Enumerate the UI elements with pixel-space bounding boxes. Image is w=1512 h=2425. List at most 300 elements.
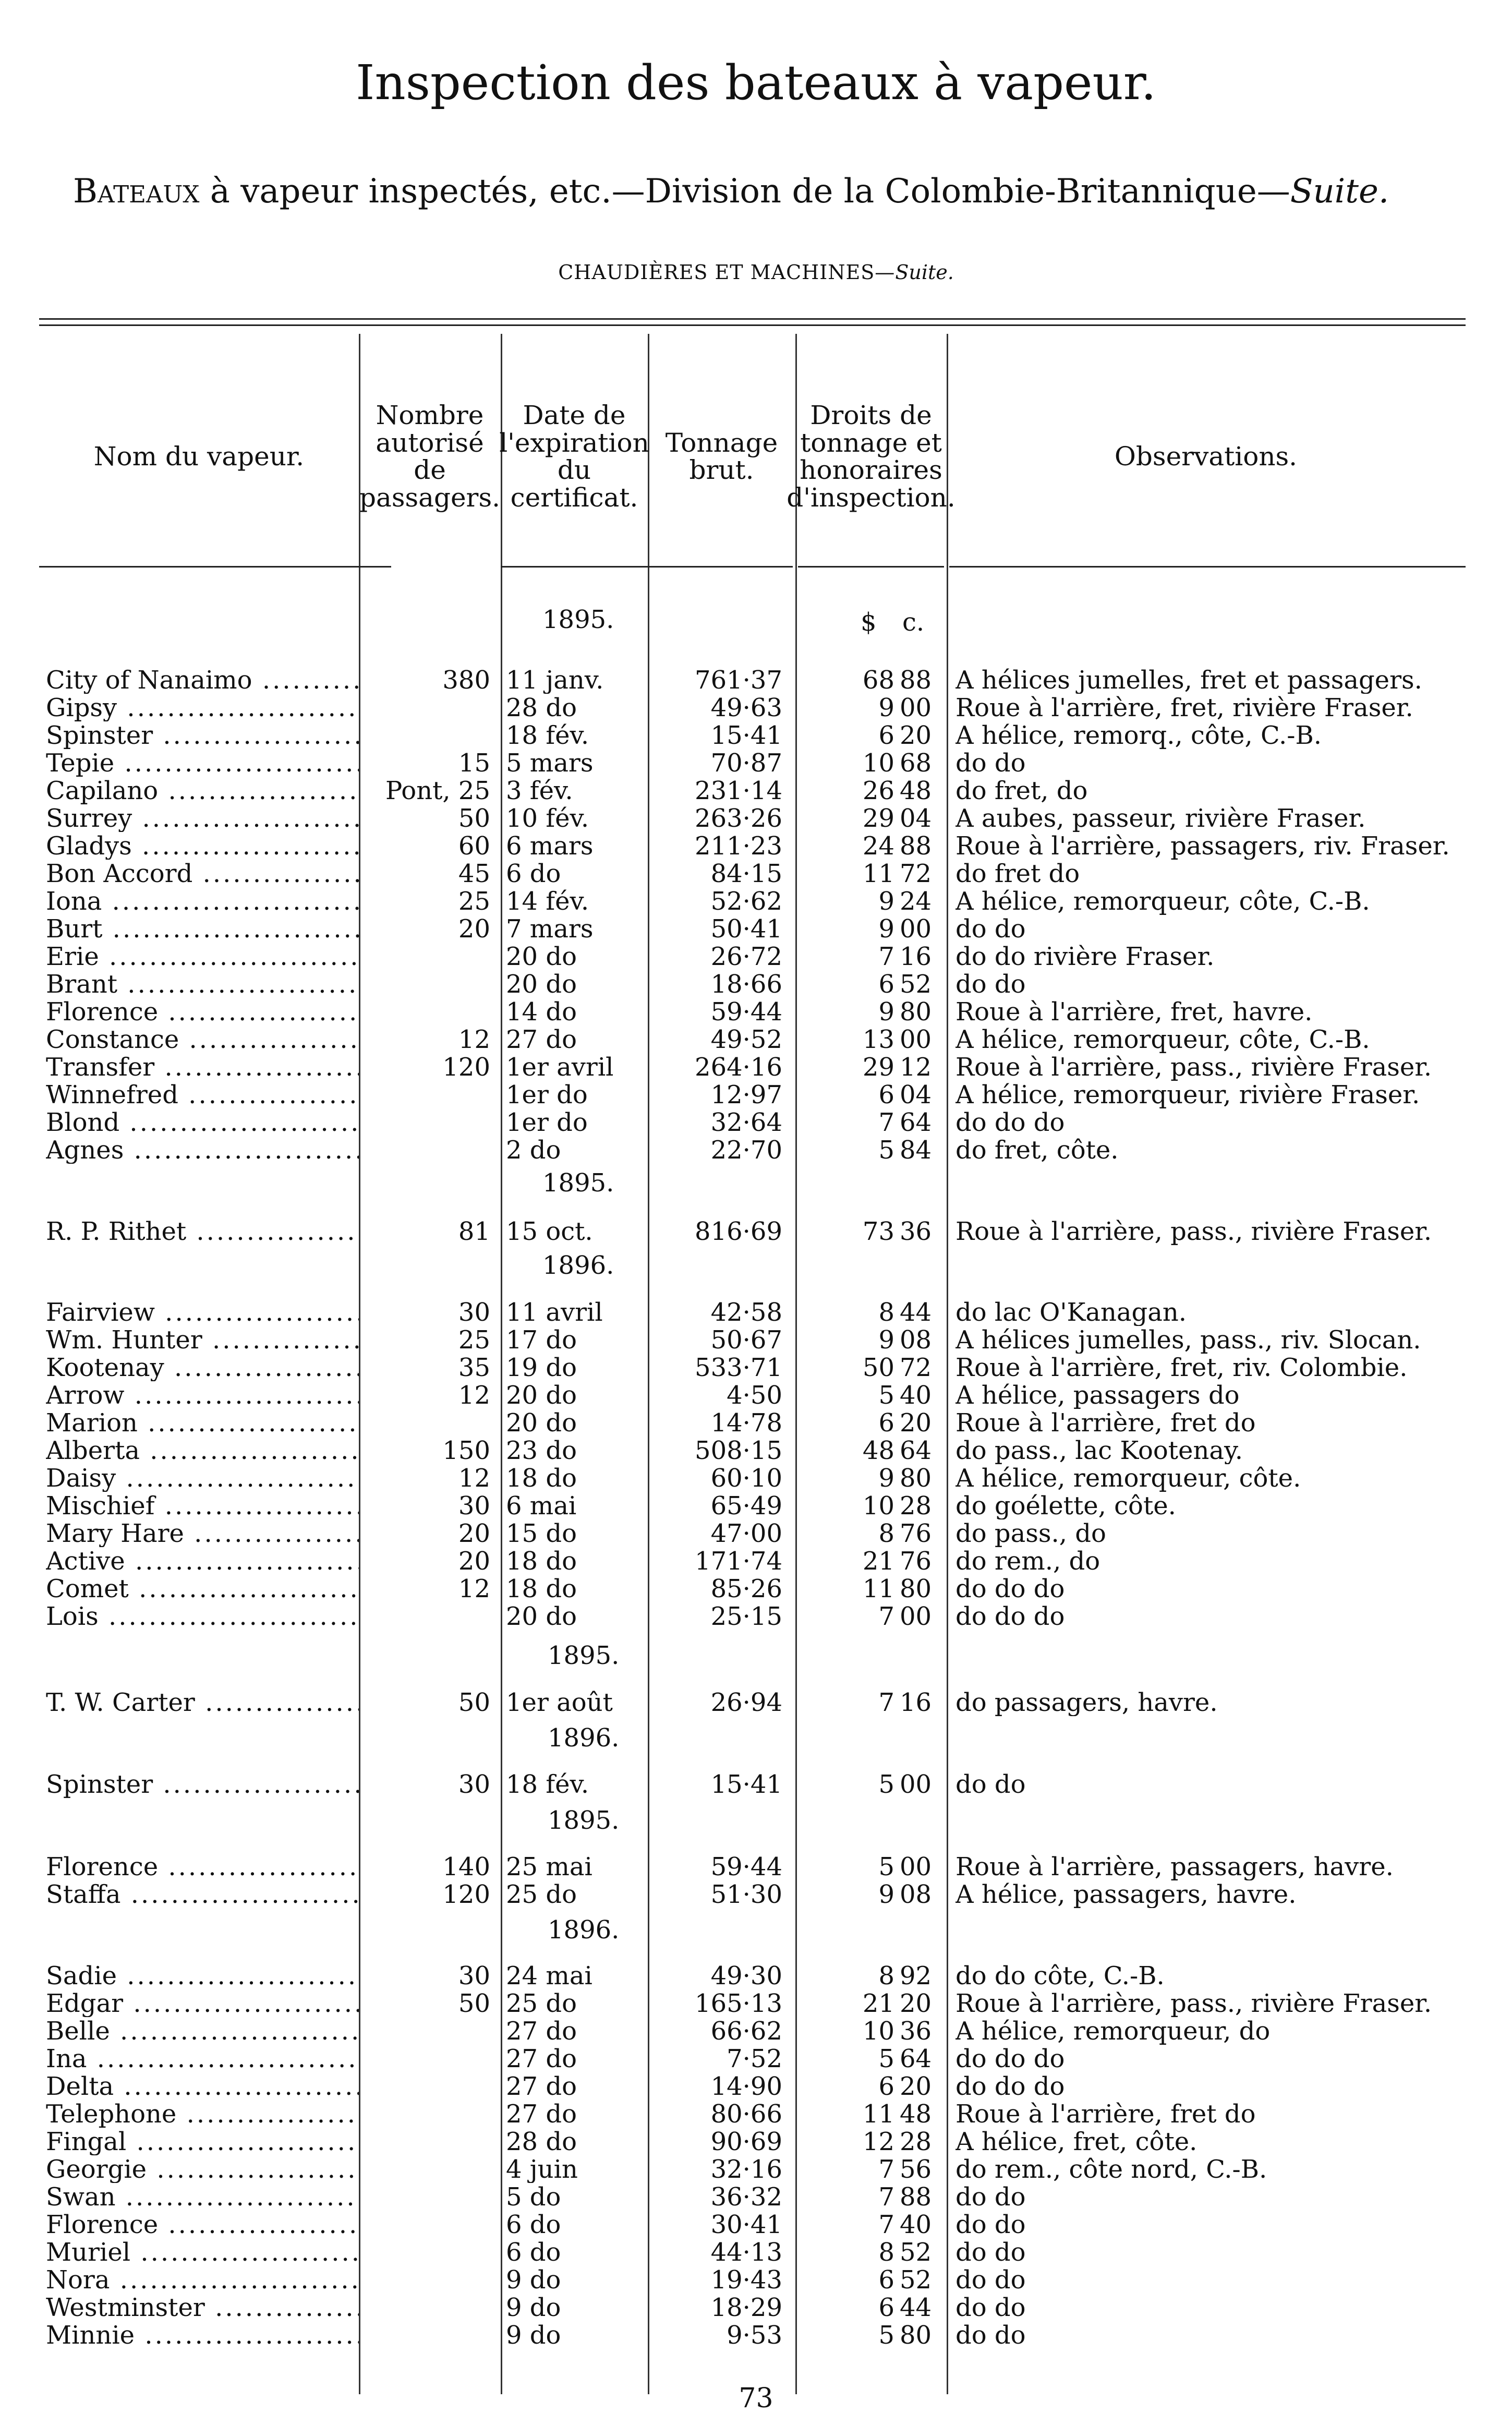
cell-obs (955, 1853, 1482, 1880)
cell-tonnage (652, 888, 782, 915)
cell-cents (900, 833, 941, 860)
table-row (0, 2239, 1512, 2266)
cents-value: 08 (900, 1881, 932, 1908)
cell-dollars (803, 1990, 894, 2017)
tonnage-value: 211·23 (695, 833, 782, 860)
name-value: Telephone ..... (46, 2101, 359, 2128)
cell-obs (955, 1990, 1482, 2017)
cell-obs (955, 860, 1482, 887)
name-value: Agnes ..... (46, 1137, 359, 1164)
cell-tonnage (652, 1520, 782, 1547)
cell-date (506, 2045, 652, 2072)
dollars-value: 9 (878, 915, 894, 943)
name-value: Gladys ..... (46, 833, 359, 860)
cell-date (506, 1081, 652, 1108)
cell-dollars (803, 777, 894, 804)
dollars-value: 10 (862, 750, 894, 777)
cell-dollars (803, 1326, 894, 1354)
table-row (0, 2156, 1512, 2183)
name-value: Transfer ..... (46, 1054, 359, 1081)
table-row (0, 1026, 1512, 1053)
section-heading (0, 261, 1512, 284)
obs-value: do do do (955, 2073, 1065, 2100)
cents-unit: c. (902, 608, 925, 637)
cents-value: 48 (900, 777, 932, 804)
cell-cents (900, 1299, 941, 1326)
cell-obs (955, 667, 1482, 694)
cell-tonnage (652, 2101, 782, 2128)
table-row (0, 915, 1512, 943)
cents-value: 56 (900, 2156, 932, 2183)
cell-name (46, 2073, 359, 2100)
tonnage-value: 50·41 (710, 915, 782, 943)
cell-date (506, 805, 652, 832)
table-row (0, 1109, 1512, 1136)
obs-value: Roue à l'arrière, fret do (955, 1409, 1256, 1437)
cell-cents (900, 888, 941, 915)
cell-obs (955, 2183, 1482, 2211)
obs-value: do fret, do (955, 777, 1088, 804)
cell-obs (955, 2294, 1482, 2321)
cell-dollars (803, 915, 894, 943)
dollars-value: 11 (862, 1575, 894, 1602)
passengers-value: 20 (458, 915, 490, 943)
cell-tonnage (652, 1109, 782, 1136)
cell-cents (900, 2018, 941, 2045)
name-value: Westminster ..... (46, 2294, 359, 2321)
cents-value: 72 (900, 860, 932, 887)
cell-passengers (360, 1881, 490, 1908)
cell-date (506, 1492, 652, 1519)
date-value: 6 do (506, 2239, 561, 2266)
cell-tonnage (652, 1354, 782, 1381)
date-value: 25 mai (506, 1853, 592, 1880)
cell-date (506, 2128, 652, 2155)
cell-dollars (803, 1081, 894, 1108)
tonnage-value: 32·64 (710, 1109, 782, 1136)
dollars-value: 48 (862, 1437, 894, 1464)
cell-date (506, 2101, 652, 2128)
obs-value: A hélice, remorqueur, côte, C.-B. (955, 888, 1370, 915)
cell-obs (955, 2266, 1482, 2294)
dollars-value: 73 (862, 1218, 894, 1245)
obs-value: Roue à l'arrière, pass., rivière Fraser. (955, 1054, 1432, 1081)
cents-value: 12 (900, 1054, 932, 1081)
cents-value: 80 (900, 1465, 932, 1492)
cell-obs (955, 2156, 1482, 2183)
cell-obs (955, 1081, 1482, 1108)
obs-value: do do do (955, 2045, 1065, 2072)
dollars-value: 8 (878, 1962, 894, 1989)
cell-dollars (803, 1771, 894, 1798)
cell-tonnage (652, 2322, 782, 2349)
year-marker: 1896. (542, 1251, 614, 1280)
table-row (0, 2294, 1512, 2321)
cents-value: 92 (900, 1962, 932, 1989)
cell-cents (900, 1853, 941, 1880)
obs-value: do do (955, 1771, 1026, 1798)
passengers-value: 12 (458, 1026, 490, 1053)
date-value: 23 do (506, 1437, 577, 1464)
tonnage-value: 533·71 (695, 1354, 782, 1381)
obs-value: do do (955, 2183, 1026, 2211)
cell-cents (900, 1218, 941, 1245)
date-value: 18 fév. (506, 1771, 589, 1798)
name-value: Daisy ..... (46, 1465, 359, 1492)
cell-name (46, 1520, 359, 1547)
date-value: 1er do (506, 1109, 588, 1136)
tonnage-value: 52·62 (710, 888, 782, 915)
date-value: 5 do (506, 2183, 561, 2211)
cell-cents (900, 1409, 941, 1437)
table-row (0, 2101, 1512, 2128)
cell-date (506, 2322, 652, 2349)
name-value: Winnefred ..... (46, 1081, 359, 1108)
cell-dollars (803, 1109, 894, 1136)
cell-name (46, 2211, 359, 2238)
name-value: Ina ..... (46, 2045, 359, 2072)
cell-tonnage (652, 777, 782, 804)
year-marker: 1895. (542, 605, 614, 634)
cents-value: 44 (900, 1299, 932, 1326)
cell-name (46, 1354, 359, 1381)
dollars-value: 7 (878, 2183, 894, 2211)
cell-obs (955, 1354, 1482, 1381)
cell-date (506, 1548, 652, 1575)
cents-value: 16 (900, 943, 932, 970)
cell-name (46, 1962, 359, 1989)
cell-cents (900, 1437, 941, 1464)
cell-tonnage (652, 1771, 782, 1798)
tonnage-value: 26·72 (710, 943, 782, 970)
cell-cents (900, 1990, 941, 2017)
cents-value: 64 (900, 2045, 932, 2072)
cell-date (506, 1437, 652, 1464)
dollars-value: 8 (878, 1299, 894, 1326)
dollars-value: 10 (862, 2018, 894, 2045)
cell-date (506, 1054, 652, 1081)
cell-date (506, 860, 652, 887)
table-row (0, 1326, 1512, 1354)
cell-name (46, 1771, 359, 1798)
obs-value: A hélices jumelles, pass., riv. Slocan. (955, 1326, 1421, 1354)
cell-obs (955, 1299, 1482, 1326)
cell-passengers (360, 833, 490, 860)
cell-obs (955, 2045, 1482, 2072)
cell-dollars (803, 1492, 894, 1519)
obs-value: A hélice, remorq., côte, C.-B. (955, 722, 1322, 749)
cell-dollars (803, 805, 894, 832)
cell-name (46, 1137, 359, 1164)
cell-obs (955, 1492, 1482, 1519)
subtitle-smallcaps: Bateaux (73, 172, 200, 211)
table-row (0, 1689, 1512, 1716)
obs-value: Roue à l'arrière, pass., rivière Fraser. (955, 1990, 1432, 2017)
name-value: Active ..... (46, 1548, 359, 1575)
tonnage-value: 59·44 (710, 998, 782, 1026)
cell-date (506, 1299, 652, 1326)
cell-date (506, 1990, 652, 2017)
header-rule (798, 566, 944, 568)
cell-obs (955, 1054, 1482, 1081)
date-value: 20 do (506, 1382, 577, 1409)
cell-name (46, 943, 359, 970)
date-value: 15 oct. (506, 1218, 593, 1245)
name-value: Burt ..... (46, 915, 359, 943)
cell-cents (900, 1603, 941, 1630)
cell-obs (955, 1437, 1482, 1464)
cell-obs (955, 1881, 1482, 1908)
cell-dollars (803, 2294, 894, 2321)
name-value: Constance ..... (46, 1026, 359, 1053)
cell-tonnage (652, 1689, 782, 1716)
cell-cents (900, 667, 941, 694)
cell-date (506, 2156, 652, 2183)
date-value: 2 do (506, 1137, 561, 1164)
name-value: Spinster ..... (46, 1771, 359, 1798)
dollars-value: 7 (878, 943, 894, 970)
dollars-value: 6 (878, 722, 894, 749)
cell-passengers (360, 1520, 490, 1547)
cell-passengers (360, 1575, 490, 1602)
column-header-observations: Observations. (1114, 441, 1298, 472)
obs-value: do passagers, havre. (955, 1689, 1218, 1716)
tonnage-value: 18·29 (710, 2294, 782, 2321)
cell-obs (955, 2101, 1482, 2128)
dollars-value: 9 (878, 1326, 894, 1354)
cell-dollars (803, 1026, 894, 1053)
cell-date (506, 1520, 652, 1547)
cell-passengers (360, 1437, 490, 1464)
date-value: 1er avril (506, 1054, 614, 1081)
dollars-value: 7 (878, 1109, 894, 1136)
cell-cents (900, 694, 941, 721)
table-row (0, 971, 1512, 998)
obs-value: A hélices jumelles, fret et passagers. (955, 667, 1422, 694)
table-row (0, 2266, 1512, 2294)
cell-passengers (360, 1771, 490, 1798)
cell-tonnage (652, 2294, 782, 2321)
tonnage-value: 508·15 (695, 1437, 782, 1464)
cell-name (46, 971, 359, 998)
cell-name (46, 1218, 359, 1245)
name-value: City of Nanaimo ..... (46, 667, 359, 694)
cents-value: 04 (900, 1081, 932, 1108)
cents-value: 48 (900, 2101, 932, 2128)
table-row (0, 1465, 1512, 1492)
cell-name (46, 998, 359, 1026)
passengers-value: 81 (458, 1218, 490, 1245)
cell-tonnage (652, 1218, 782, 1245)
table-row (0, 1354, 1512, 1381)
cents-value: 40 (900, 2211, 932, 2238)
cell-cents (900, 2294, 941, 2321)
tonnage-value: 60·10 (710, 1465, 782, 1492)
cell-dollars (803, 2128, 894, 2155)
table-row (0, 1382, 1512, 1409)
cell-dollars (803, 1689, 894, 1716)
tonnage-value: 84·15 (710, 860, 782, 887)
date-value: 1er do (506, 1081, 588, 1108)
cell-date (506, 915, 652, 943)
dollars-value: 6 (878, 1081, 894, 1108)
cell-date (506, 722, 652, 749)
cell-tonnage (652, 860, 782, 887)
cell-cents (900, 1382, 941, 1409)
cell-obs (955, 2322, 1482, 2349)
cell-cents (900, 2073, 941, 2100)
cell-obs (955, 1409, 1482, 1437)
cell-obs (955, 1137, 1482, 1164)
cell-dollars (803, 888, 894, 915)
tonnage-value: 32·16 (710, 2156, 782, 2183)
cell-date (506, 1109, 652, 1136)
cell-date (506, 2211, 652, 2238)
obs-value: do do (955, 2322, 1026, 2349)
name-value: Fairview ..... (46, 1299, 359, 1326)
cents-value: 88 (900, 833, 932, 860)
cell-cents (900, 943, 941, 970)
cents-value: 36 (900, 1218, 932, 1245)
name-value: Spinster ..... (46, 722, 359, 749)
cell-name (46, 1492, 359, 1519)
cell-dollars (803, 1437, 894, 1464)
obs-value: do do (955, 750, 1026, 777)
cell-passengers (360, 860, 490, 887)
name-value: Wm. Hunter ..... (46, 1326, 359, 1354)
cell-name (46, 1853, 359, 1880)
dollars-value: 12 (862, 2128, 894, 2155)
cell-dollars (803, 1382, 894, 1409)
tonnage-value: 49·52 (710, 1026, 782, 1053)
cell-name (46, 1465, 359, 1492)
date-value: 27 do (506, 2101, 577, 2128)
cell-dollars (803, 860, 894, 887)
cell-date (506, 888, 652, 915)
cents-value: 20 (900, 2073, 932, 2100)
obs-value: A hélice, passagers do (955, 1382, 1240, 1409)
table-row (0, 1299, 1512, 1326)
name-value: Georgie ..... (46, 2156, 359, 2183)
cell-name (46, 1299, 359, 1326)
dollars-value: 13 (862, 1026, 894, 1053)
cell-obs (955, 2211, 1482, 2238)
cell-dollars (803, 833, 894, 860)
table-row (0, 2128, 1512, 2155)
table-row (0, 1990, 1512, 2017)
obs-value: do rem., côte nord, C.-B. (955, 2156, 1267, 2183)
cell-date (506, 1465, 652, 1492)
cell-obs (955, 805, 1482, 832)
obs-value: do fret, côte. (955, 1137, 1119, 1164)
dollars-value: 21 (862, 1990, 894, 2017)
cell-cents (900, 860, 941, 887)
obs-value: do do (955, 971, 1026, 998)
cell-passengers (360, 1548, 490, 1575)
tonnage-value: 231·14 (695, 777, 782, 804)
table-row (0, 667, 1512, 694)
date-value: 20 do (506, 1603, 577, 1630)
cell-name (46, 2156, 359, 2183)
cell-tonnage (652, 943, 782, 970)
cell-passengers (360, 1465, 490, 1492)
cell-tonnage (652, 2018, 782, 2045)
year-marker: 1896. (548, 1915, 620, 1945)
name-value: Blond ..... (46, 1109, 359, 1136)
obs-value: do goélette, côte. (955, 1492, 1176, 1519)
cell-dollars (803, 750, 894, 777)
cell-cents (900, 1881, 941, 1908)
cell-cents (900, 1689, 941, 1716)
cell-name (46, 2322, 359, 2349)
table-row (0, 2322, 1512, 2349)
name-value: Gipsy ..... (46, 694, 359, 721)
cents-value: 08 (900, 1326, 932, 1354)
cell-passengers (360, 667, 490, 694)
tonnage-value: 19·43 (710, 2266, 782, 2294)
passengers-value: Pont, 25 (385, 777, 490, 804)
cell-name (46, 2018, 359, 2045)
cents-value: 24 (900, 888, 932, 915)
cell-date (506, 1326, 652, 1354)
name-value: Marion ..... (46, 1409, 359, 1437)
dollars-value: 5 (878, 1771, 894, 1798)
cell-date (506, 1575, 652, 1602)
cell-tonnage (652, 1382, 782, 1409)
cell-dollars (803, 2183, 894, 2211)
table-row (0, 943, 1512, 970)
tonnage-value: 14·90 (710, 2073, 782, 2100)
cell-date (506, 1689, 652, 1716)
tonnage-value: 47·00 (710, 1520, 782, 1547)
tonnage-value: 22·70 (710, 1137, 782, 1164)
name-value: Comet ..... (46, 1575, 359, 1602)
name-value: Fingal ..... (46, 2128, 359, 2155)
cell-cents (900, 2211, 941, 2238)
passengers-value: 12 (458, 1382, 490, 1409)
tonnage-value: 15·41 (710, 722, 782, 749)
cell-dollars (803, 2101, 894, 2128)
cell-name (46, 2128, 359, 2155)
table-row (0, 722, 1512, 749)
dollars-value: 29 (862, 1054, 894, 1081)
cell-dollars (803, 2239, 894, 2266)
cents-value: 52 (900, 2239, 932, 2266)
name-value: Swan ..... (46, 2183, 359, 2211)
name-value: Staffa ..... (46, 1881, 359, 1908)
table-row (0, 1771, 1512, 1798)
date-value: 17 do (506, 1326, 577, 1354)
section-heading-text: CHAUDIÈRES ET MACHINES— (558, 261, 896, 284)
obs-value: do lac O'Kanagan. (955, 1299, 1187, 1326)
cents-value: 00 (900, 915, 932, 943)
cell-tonnage (652, 1299, 782, 1326)
tonnage-value: 51·30 (710, 1881, 782, 1908)
cell-date (506, 1354, 652, 1381)
cents-value: 00 (900, 1603, 932, 1630)
cell-passengers (360, 1026, 490, 1053)
cell-obs (955, 1218, 1482, 1245)
cell-name (46, 860, 359, 887)
cents-value: 80 (900, 2322, 932, 2349)
cell-tonnage (652, 1465, 782, 1492)
cents-value: 28 (900, 2128, 932, 2155)
cell-obs (955, 1109, 1482, 1136)
passengers-value: 30 (458, 1492, 490, 1519)
cell-obs (955, 1326, 1482, 1354)
obs-value: Roue à l'arrière, passagers, havre. (955, 1853, 1394, 1880)
cell-tonnage (652, 1962, 782, 1989)
